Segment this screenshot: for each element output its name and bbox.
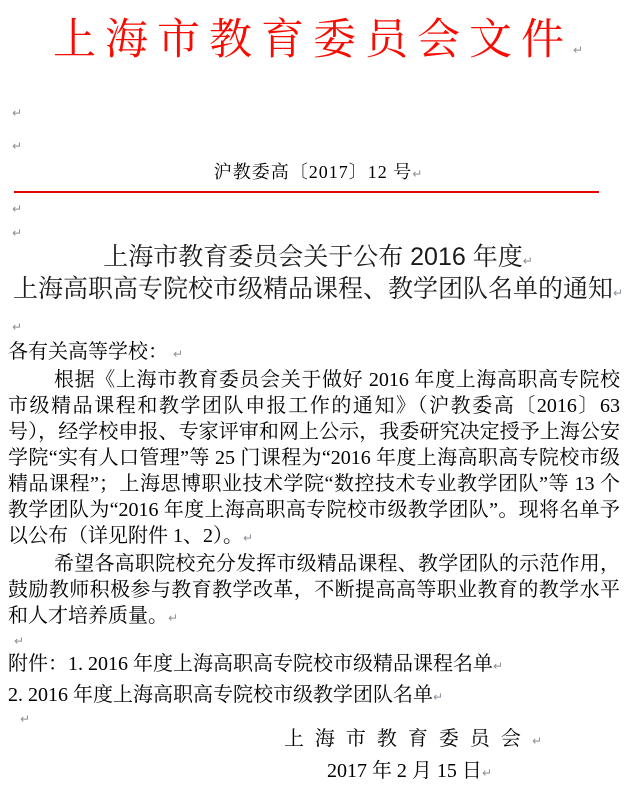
paragraph-mark-icon: ↵ <box>12 226 23 240</box>
body-paragraph-2-text: 希望各高职院校充分发挥市级精品课程、教学团队的示范作用，鼓励教师积极参与教育教学改革，不断提高高等职业教育的教学水平和人才培养质量。 <box>8 553 620 627</box>
signature-org-text: 上海市教育委员会 <box>283 728 532 750</box>
salutation <box>8 339 620 367</box>
document-title-line1-text: 上海市教育委员会关于公布 2016 年度 <box>103 243 523 271</box>
paragraph-mark-icon: ↵ <box>243 531 254 545</box>
attachment-item-2-text: 2. 2016 年度上海高职高专院校市级教学团队名单 <box>8 684 433 706</box>
paragraph-mark-icon: ↵ <box>173 347 184 361</box>
attachments-label: 附件： <box>8 653 68 675</box>
paragraph-mark-icon: ↵ <box>20 712 31 726</box>
document-number <box>0 160 636 186</box>
paragraph-mark-icon: ↵ <box>481 766 492 780</box>
paragraph-mark-icon: ↵ <box>412 167 423 181</box>
red-divider-rule <box>14 191 599 193</box>
signature-org <box>8 726 620 754</box>
body-paragraph-1-text: 根据《上海市教育委员会关于做好 2016 年度上海高职高专院校市级精品课程和教学团队申报工作的通知》（沪教委高〔2016〕63 号），经学校申报、专家评审和网上公示，我委研究决定授予上海公安学院“实有人口管理”等 25 门课程为“2016 年度上海高职高专院校市级精品课程”；上海思博职业技术学院“数控技术专业教学团队”等 13 个教学团队为“2016 年度上海高职高专院校市级教学团队”。现将名单予以公布（详见附件 1、2）。 <box>8 369 620 547</box>
body-paragraph-1 <box>8 367 620 551</box>
paragraph-mark-icon: ↵ <box>531 734 542 748</box>
paragraph-mark-icon: ↵ <box>168 611 179 625</box>
attachment-item-1-text: 1. 2016 年度上海高职高专院校市级精品课程名单 <box>68 653 493 675</box>
document-title <box>0 243 636 307</box>
document-title-line2 <box>0 275 636 307</box>
paragraph-mark-icon: ↵ <box>12 139 23 153</box>
paragraph-mark-icon: ↵ <box>522 254 533 268</box>
document-title-line2-text: 上海高职高专院校市级精品课程、教学团队名单的通知 <box>12 275 613 303</box>
org-title-text: 上海市教育委员会文件 <box>52 17 573 64</box>
paragraph-mark-icon: ↵ <box>14 634 25 648</box>
document-number-text: 沪教委高〔2017〕12 号 <box>213 162 413 182</box>
document-header-title <box>0 0 636 77</box>
attachment-item-2 <box>8 682 620 710</box>
document-title-line1 <box>0 243 636 275</box>
paragraph-mark-icon: ↵ <box>12 106 23 120</box>
document-body <box>0 339 636 786</box>
signature-date-text: 2017 年 2 月 15 日 <box>326 760 482 782</box>
paragraph-mark-icon: ↵ <box>572 43 584 57</box>
paragraph-mark-icon: ↵ <box>12 320 23 334</box>
body-paragraph-2 <box>8 551 620 631</box>
paragraph-mark-icon: ↵ <box>12 202 23 216</box>
attachment-item-1 <box>8 651 620 679</box>
salutation-text: 各有关高等学校： <box>8 341 168 363</box>
paragraph-mark-icon: ↵ <box>493 659 504 673</box>
paragraph-mark-icon: ↵ <box>433 690 444 704</box>
paragraph-mark-icon: ↵ <box>612 286 624 300</box>
signature-date <box>8 758 620 786</box>
